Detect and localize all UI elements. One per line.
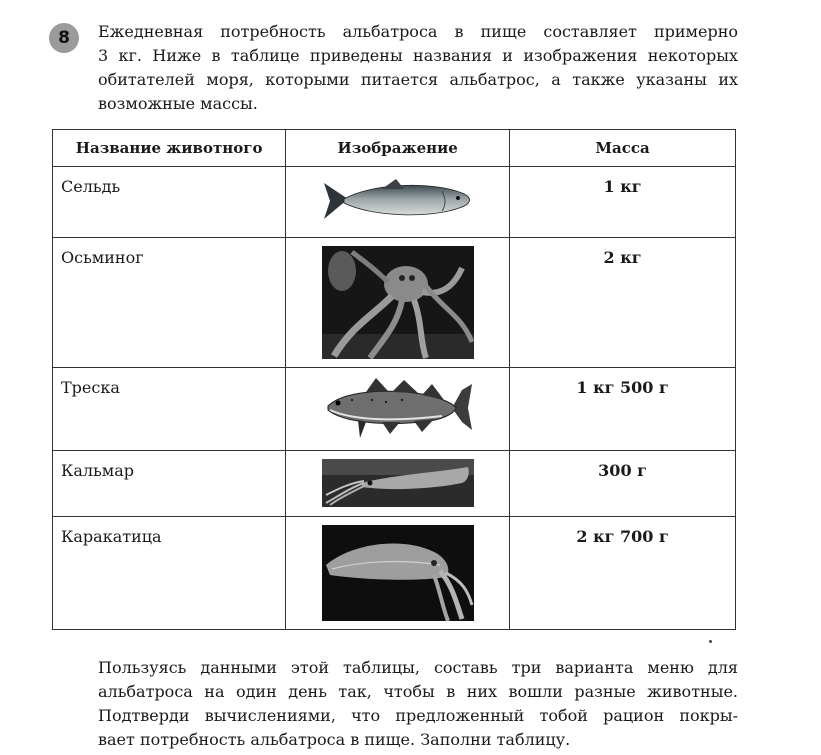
animal-name: Треска <box>53 368 286 451</box>
header-name: Название животного <box>53 130 286 167</box>
outro-line: Подтверди вычислениями, что предложенный тобой рацион покры- <box>98 706 738 725</box>
animal-image-cell <box>286 167 510 238</box>
outro-line: вает потребность альбатроса в пище. Заполни таблицу. <box>98 730 571 749</box>
animals-table <box>52 129 736 630</box>
task-intro <box>98 20 738 116</box>
animal-image-cell <box>286 451 510 517</box>
herring-image <box>322 177 474 225</box>
animal-mass: 1 кг 500 г <box>510 368 736 451</box>
animal-name: Сельдь <box>53 167 286 238</box>
outro-line: альбатроса на один день так, чтобы в них вошли разные животные. <box>98 682 738 701</box>
animal-name: Кальмар <box>53 451 286 517</box>
paper-speck <box>709 640 712 643</box>
table-row <box>53 517 736 630</box>
cuttlefish-image <box>322 525 474 621</box>
header-mass: Масса <box>510 130 736 167</box>
cod-image <box>322 376 474 440</box>
squid-image <box>322 459 474 507</box>
intro-line: возможные массы. <box>98 94 258 113</box>
animal-name: Каракатица <box>53 517 286 630</box>
table-row <box>53 451 736 517</box>
animal-mass: 2 кг <box>510 238 736 368</box>
intro-line: Ежедневная потребность альбатроса в пище составляет примерно <box>98 22 738 41</box>
animal-image-cell <box>286 368 510 451</box>
task-instructions <box>98 656 738 752</box>
animal-mass: 300 г <box>510 451 736 517</box>
octopus-image <box>322 246 474 359</box>
task-number: 8 <box>58 28 70 48</box>
table-header-row <box>53 130 736 167</box>
table-row <box>53 238 736 368</box>
task-number-badge <box>49 23 79 53</box>
animal-mass: 1 кг <box>510 167 736 238</box>
animal-image-cell <box>286 517 510 630</box>
intro-line: 3 кг. Ниже в таблице приведены названия и изображения некоторых <box>98 46 738 65</box>
animal-image-cell <box>286 238 510 368</box>
table-row <box>53 368 736 451</box>
animal-name: Осьминог <box>53 238 286 368</box>
table-row <box>53 167 736 238</box>
animal-mass: 2 кг 700 г <box>510 517 736 630</box>
intro-line: обитателей моря, которыми питается альбатрос, а также указаны их <box>98 70 738 89</box>
header-image: Изображение <box>286 130 510 167</box>
outro-line: Пользуясь данными этой таблицы, составь три варианта меню для <box>98 658 738 677</box>
